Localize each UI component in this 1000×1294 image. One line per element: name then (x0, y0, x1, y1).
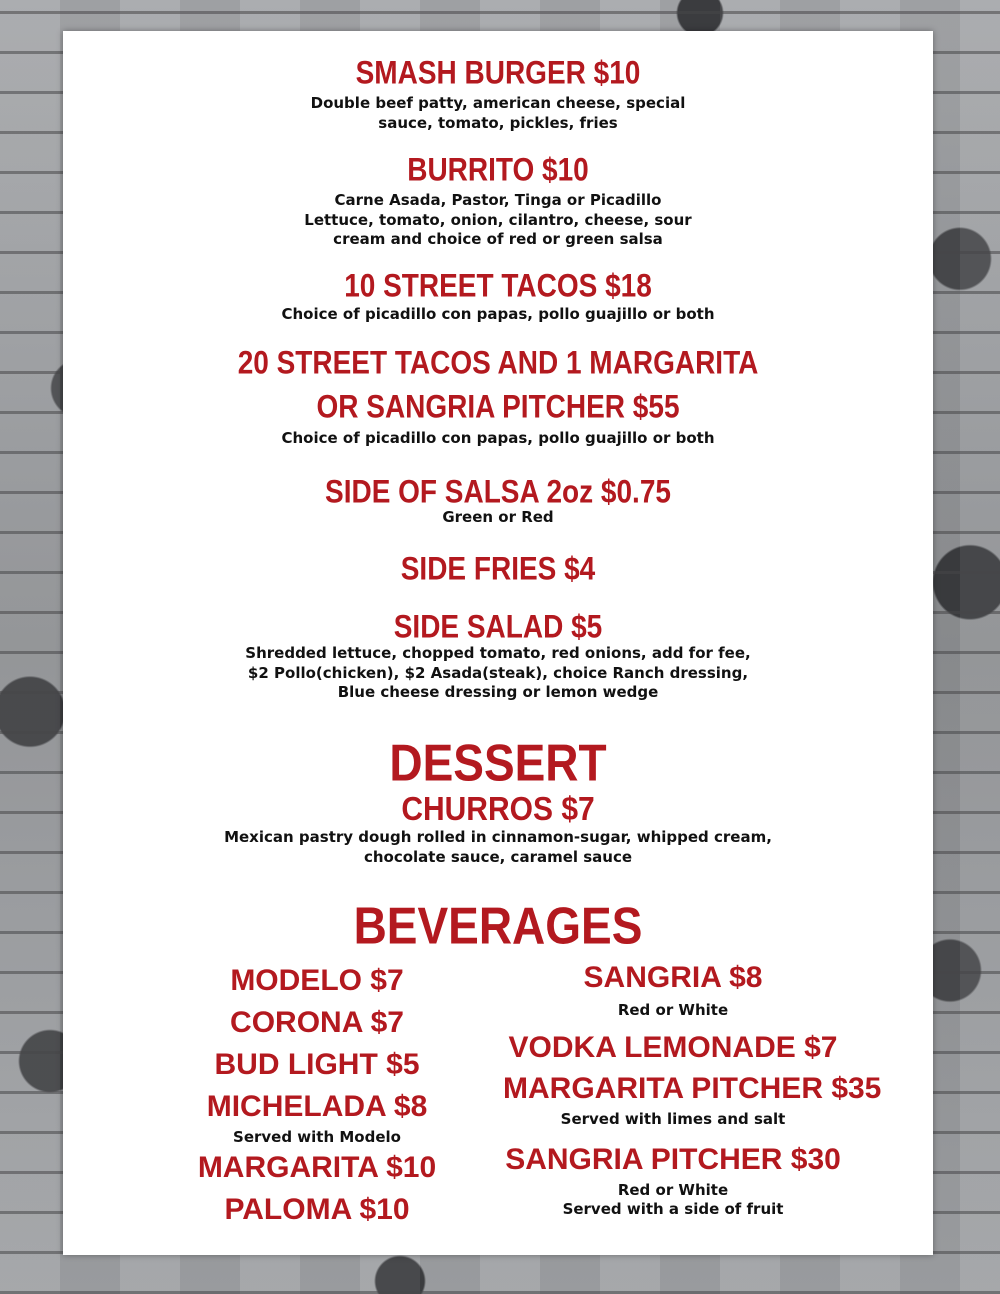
bev-title-sangria: SANGRIA $8 (583, 961, 763, 994)
item-desc-churros: Mexican pastry dough rolled in cinnamon-sugar, whipped cream, chocolate sauce, caramel sauce (224, 828, 772, 866)
item-desc-side-of-salsa: Green or Red (442, 508, 554, 526)
bev-title-sangria-pitcher: SANGRIA PITCHER $30 (505, 1143, 841, 1176)
item-title-side-fries: SIDE FRIES $4 (400, 550, 596, 587)
bev-title-michelada: MICHELADA $8 (206, 1090, 428, 1123)
item-title-20-street-tacos-line-1: 20 STREET TACOS AND 1 MARGARITA (237, 344, 759, 381)
item-title-20-street-tacos-line-2: OR SANGRIA PITCHER $55 (316, 388, 680, 425)
item-desc-burrito: Carne Asada, Pastor, Tinga or Picadillo Lettuce, tomato, onion, cilantro, cheese, sour cream and choice of red or green salsa (304, 191, 692, 248)
menu-sheet (63, 31, 933, 1255)
bev-title-modelo: MODELO $7 (230, 964, 404, 997)
bev-title-margarita: MARGARITA $10 (197, 1151, 437, 1184)
bev-title-corona: CORONA $7 (230, 1006, 404, 1039)
section-heading-dessert: DESSERT (389, 733, 607, 792)
item-title-side-of-salsa: SIDE OF SALSA 2oz $0.75 (325, 473, 671, 510)
bev-title-vodka-lemonade: VODKA LEMONADE $7 (508, 1031, 838, 1064)
item-title-churros: CHURROS $7 (401, 790, 595, 828)
item-title-smash-burger: SMASH BURGER $10 (355, 54, 641, 91)
item-desc-smash-burger: Double beef patty, american cheese, special sauce, tomato, pickles, fries (310, 94, 686, 132)
bev-desc-michelada: Served with Modelo (233, 1128, 401, 1146)
bev-desc-sangria-pitcher-1: Red or White (617, 1181, 729, 1199)
item-desc-20-street-tacos: Choice of picadillo con papas, pollo guajillo or both (281, 429, 715, 447)
section-heading-beverages: BEVERAGES (353, 896, 643, 955)
bev-title-margarita-pitcher: MARGARITA PITCHER $35 (503, 1072, 882, 1105)
item-desc-10-street-tacos: Choice of picadillo con papas, pollo guajillo or both (281, 305, 715, 323)
bev-desc-sangria: Red or White (617, 1001, 729, 1019)
bev-title-paloma: PALOMA $10 (224, 1193, 410, 1226)
item-title-side-salad: SIDE SALAD $5 (393, 608, 603, 645)
item-title-burrito: BURRITO $10 (407, 151, 589, 188)
item-title-10-street-tacos: 10 STREET TACOS $18 (344, 267, 652, 304)
bev-desc-margarita-pitcher: Served with limes and salt (560, 1110, 786, 1128)
bev-desc-sangria-pitcher-2: Served with a side of fruit (562, 1200, 784, 1218)
bev-title-bud-light: BUD LIGHT $5 (214, 1048, 420, 1081)
item-desc-side-salad: Shredded lettuce, chopped tomato, red onions, add for fee, $2 Pollo(chicken), $2 Asada(steak), choice Ranch dressing, Blue cheese dressing or lemon wedge (245, 644, 751, 701)
